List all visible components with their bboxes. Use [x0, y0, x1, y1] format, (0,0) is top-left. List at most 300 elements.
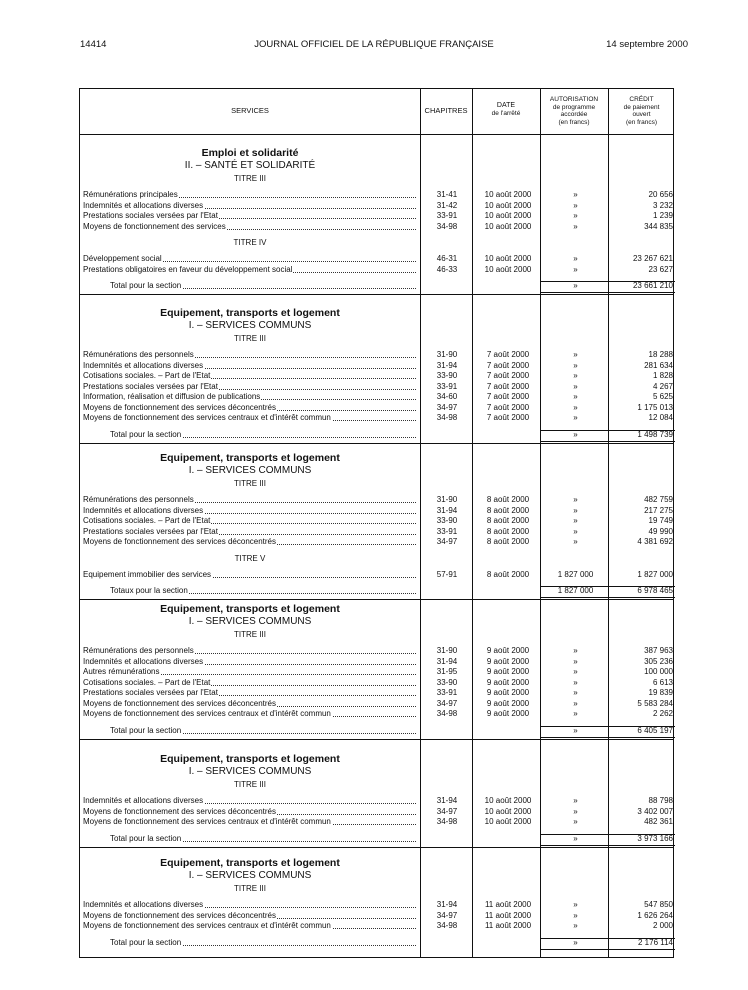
row-label-leader — [83, 646, 416, 656]
row-label-leader — [83, 350, 416, 360]
table-row — [80, 403, 675, 414]
row-label: Equipement immobilier des services — [83, 569, 212, 579]
table-row — [80, 382, 675, 393]
row-autorisation: » — [573, 402, 578, 412]
row-credit: 19 749 — [648, 516, 673, 525]
table-row — [80, 222, 675, 233]
row-autorisation: » — [573, 360, 578, 370]
total-box-divider — [608, 727, 609, 737]
row-label-leader — [83, 688, 416, 698]
row-label-leader — [83, 392, 416, 402]
row-label: Indemnités et allocations diverses — [83, 656, 204, 666]
total-box-divider — [608, 282, 609, 292]
total-credit: 23 661 210 — [632, 281, 673, 290]
total-box-divider — [608, 835, 609, 845]
row-autorisation: » — [573, 796, 578, 805]
row-date: 11 août 2000 — [484, 900, 532, 909]
row-autorisation: » — [573, 200, 578, 210]
row-label-leader — [83, 403, 416, 413]
row-credit: 281 634 — [644, 360, 673, 370]
row-date: 7 août 2000 — [486, 350, 530, 359]
row-date: 7 août 2000 — [486, 402, 530, 412]
row-autorisation: » — [573, 817, 578, 826]
col-header-aut-line2: de programme — [552, 103, 596, 111]
row-date: 7 août 2000 — [486, 413, 530, 422]
row-chapitre: 34-97 — [436, 698, 458, 708]
table-row — [80, 900, 675, 911]
row-label: Indemnités et allocations diverses — [83, 796, 204, 805]
row-label-leader — [83, 667, 416, 677]
total-autorisation: » — [573, 429, 578, 439]
page-number: 14414 — [80, 39, 107, 50]
row-autorisation: » — [573, 381, 578, 391]
table-row — [80, 413, 675, 424]
row-chapitre: 33-90 — [436, 677, 458, 687]
row-label: Moyens de fonctionnement des services déconcentrés — [83, 698, 276, 708]
row-label-leader — [83, 254, 416, 264]
row-label-leader — [83, 527, 416, 537]
row-label: Rémunérations des personnels — [83, 646, 194, 655]
row-date: 9 août 2000 — [486, 677, 530, 687]
row-date: 9 août 2000 — [486, 656, 530, 666]
block-divider — [80, 294, 673, 295]
row-autorisation: » — [573, 371, 578, 380]
table-row — [80, 699, 675, 710]
table-row — [80, 646, 675, 657]
total-credit: 6 405 197 — [637, 725, 673, 735]
col-header-aut-line1: AUTORISATION — [549, 96, 599, 103]
row-label: Prestations sociales versées par l'Etat — [83, 381, 218, 391]
total-label: Total pour la section — [110, 725, 182, 735]
table-row — [80, 254, 675, 265]
row-chapitre: 31-94 — [436, 360, 458, 370]
table-row — [80, 709, 675, 720]
col-header-chapitres: CHAPITRES — [424, 106, 468, 115]
row-autorisation: » — [573, 505, 578, 515]
row-label: Indemnités et allocations diverses — [83, 900, 204, 909]
row-label: Moyens de fonctionnement des services — [83, 221, 226, 231]
section-subtitle: I. – SERVICES COMMUNS — [188, 465, 312, 476]
row-label-leader — [83, 201, 416, 211]
total-row — [80, 938, 675, 949]
titre-heading: TITRE III — [234, 780, 266, 789]
total-credit: 2 176 114 — [638, 937, 673, 947]
row-date: 10 août 2000 — [484, 200, 532, 210]
table-row — [80, 796, 675, 807]
row-label: Rémunérations principales — [83, 190, 178, 199]
row-label-leader — [83, 911, 416, 921]
row-label-leader — [83, 371, 416, 381]
row-credit: 3 232 — [652, 200, 673, 210]
row-credit: 1 827 000 — [637, 569, 673, 579]
section-title: Equipement, transports et logement — [160, 452, 340, 464]
row-label: Moyens de fonctionnement des services centraux et d'intérêt commun — [83, 413, 331, 422]
row-chapitre: 33-91 — [436, 381, 458, 391]
row-chapitre: 34-97 — [436, 806, 458, 816]
section-subtitle: I. – SERVICES COMMUNS — [188, 616, 312, 627]
row-autorisation: » — [573, 656, 578, 666]
row-credit: 6 613 — [652, 677, 673, 687]
row-date: 11 août 2000 — [484, 910, 532, 920]
total-label-leader — [110, 834, 416, 844]
row-autorisation: » — [573, 667, 578, 676]
col-header-aut-line4: (en francs) — [558, 118, 590, 126]
total-label: Totaux pour la section — [110, 586, 188, 595]
row-label: Prestations sociales versées par l'Etat — [83, 688, 218, 697]
row-credit: 4 267 — [652, 381, 673, 391]
row-label: Moyens de fonctionnement des services déconcentrés — [83, 806, 276, 816]
row-credit: 19 839 — [648, 688, 673, 697]
row-date: 9 août 2000 — [486, 667, 530, 676]
row-label: Information, réalisation et diffusion de publications — [83, 392, 261, 401]
row-chapitre: 34-98 — [436, 817, 458, 826]
row-label: Rémunérations des personnels — [83, 350, 194, 359]
table-row — [80, 678, 675, 689]
row-chapitre: 31-95 — [436, 667, 458, 676]
row-autorisation: » — [573, 495, 578, 504]
block-divider — [80, 739, 673, 740]
row-label-leader — [83, 265, 416, 275]
row-label: Moyens de fonctionnement des services déconcentrés — [83, 402, 276, 412]
row-autorisation: » — [573, 254, 578, 263]
row-label: Prestations obligatoires en faveur du développement social — [83, 264, 293, 274]
row-credit: 2 262 — [652, 709, 673, 718]
row-date: 8 août 2000 — [486, 526, 530, 536]
col-header-services: SERVICES — [231, 106, 269, 115]
total-label: Total pour la section — [110, 429, 182, 439]
row-label-leader — [83, 699, 416, 709]
row-autorisation: 1 827 000 — [557, 569, 594, 579]
block-divider — [80, 443, 673, 444]
row-chapitre: 46-33 — [436, 264, 458, 274]
row-date: 10 août 2000 — [484, 190, 532, 199]
titre-heading: TITRE III — [234, 479, 266, 488]
section-title: Emploi et solidarité — [201, 147, 299, 159]
row-chapitre: 31-42 — [436, 200, 458, 210]
table-row — [80, 537, 675, 548]
total-label-leader — [110, 281, 416, 291]
col-header-date-line1: DATE — [496, 102, 516, 109]
row-autorisation: » — [573, 413, 578, 422]
table-row — [80, 265, 675, 276]
row-chapitre: 33-91 — [436, 211, 458, 220]
row-label-leader — [83, 570, 416, 580]
table-row — [80, 350, 675, 361]
block-divider — [80, 847, 673, 848]
table-row — [80, 190, 675, 201]
row-date: 10 août 2000 — [484, 806, 532, 816]
row-autorisation: » — [573, 806, 578, 816]
row-date: 8 août 2000 — [486, 516, 530, 525]
col-header-cred-line1: CRÉDIT — [629, 96, 654, 103]
table-row — [80, 495, 675, 506]
row-date: 9 août 2000 — [486, 646, 530, 655]
row-date: 10 août 2000 — [484, 221, 532, 231]
row-label: Indemnités et allocations diverses — [83, 505, 204, 515]
row-label: Prestations sociales versées par l'Etat — [83, 211, 218, 220]
row-date: 10 août 2000 — [484, 254, 532, 263]
row-chapitre: 31-90 — [436, 350, 458, 359]
row-chapitre: 31-90 — [436, 495, 458, 504]
col-header-aut-line3: accordée — [560, 111, 588, 118]
section-title: Equipement, transports et logement — [160, 857, 340, 869]
total-label-leader — [110, 726, 416, 736]
row-date: 7 août 2000 — [486, 381, 530, 391]
row-date: 8 août 2000 — [486, 537, 530, 546]
row-label: Indemnités et allocations diverses — [83, 360, 204, 370]
row-chapitre: 34-97 — [436, 910, 458, 920]
titre-heading: TITRE III — [234, 630, 266, 639]
col-header-cred-line3: ouvert — [632, 111, 651, 118]
total-label: Total pour la section — [110, 833, 182, 843]
row-credit: 100 000 — [644, 667, 673, 676]
total-row — [80, 586, 675, 597]
total-box-divider — [608, 587, 609, 597]
row-autorisation: » — [573, 709, 578, 718]
row-chapitre: 34-60 — [436, 392, 458, 401]
row-autorisation: » — [573, 698, 578, 708]
titre-heading: TITRE IV — [233, 238, 267, 247]
row-credit: 547 850 — [644, 900, 673, 909]
col-header-credit — [608, 96, 675, 126]
row-label-leader — [83, 190, 416, 200]
publication-date: 14 septembre 2000 — [606, 39, 688, 50]
table-row — [80, 807, 675, 818]
table-row — [80, 211, 675, 222]
row-chapitre: 34-97 — [436, 537, 458, 546]
row-autorisation: » — [573, 264, 578, 274]
row-date: 9 août 2000 — [486, 698, 530, 708]
total-label-leader — [110, 938, 416, 948]
row-chapitre: 31-94 — [436, 505, 458, 515]
row-date: 8 août 2000 — [486, 495, 530, 504]
row-credit: 88 798 — [648, 796, 673, 805]
row-credit: 3 402 007 — [637, 806, 673, 816]
table-row — [80, 911, 675, 922]
row-label-leader — [83, 516, 416, 526]
table-row — [80, 361, 675, 372]
row-autorisation: » — [573, 211, 578, 220]
row-autorisation: » — [573, 392, 578, 401]
row-label: Rémunérations des personnels — [83, 495, 194, 504]
col-header-cred-line4: (en francs) — [625, 118, 658, 126]
total-row — [80, 726, 675, 737]
row-date: 7 août 2000 — [486, 371, 530, 380]
table-row — [80, 817, 675, 828]
row-credit: 23 267 621 — [632, 254, 673, 263]
row-label-leader — [83, 413, 416, 423]
section-title: Equipement, transports et logement — [160, 307, 340, 319]
row-label: Moyens de fonctionnement des services centraux et d'intérêt commun — [83, 921, 331, 930]
row-date: 9 août 2000 — [486, 688, 530, 697]
row-credit: 20 656 — [648, 190, 673, 199]
total-box-divider — [608, 939, 609, 949]
row-label-leader — [83, 807, 416, 817]
row-label: Prestations sociales versées par l'Etat — [83, 526, 218, 536]
row-credit: 1 626 264 — [637, 910, 673, 920]
row-label-leader — [83, 900, 416, 910]
row-autorisation: » — [573, 537, 578, 546]
total-row — [80, 430, 675, 441]
table-row — [80, 688, 675, 699]
total-autorisation: 1 827 000 — [557, 586, 594, 595]
table-row — [80, 527, 675, 538]
row-credit: 482 759 — [644, 495, 673, 504]
row-chapitre: 33-91 — [436, 688, 458, 697]
row-chapitre: 57-91 — [436, 569, 458, 579]
row-credit: 18 288 — [648, 350, 673, 359]
row-credit: 49 990 — [648, 526, 673, 536]
row-credit: 217 275 — [644, 505, 673, 515]
table-row — [80, 201, 675, 212]
total-autorisation: » — [573, 725, 578, 735]
row-credit: 1 239 — [652, 211, 673, 220]
row-credit: 5 625 — [652, 392, 673, 401]
row-label-leader — [83, 361, 416, 371]
row-label-leader — [83, 211, 416, 221]
row-credit: 387 963 — [644, 646, 673, 655]
row-label: Cotisations sociales. – Part de l'Etat — [83, 371, 211, 380]
row-credit: 2 000 — [652, 921, 673, 930]
section-title: Equipement, transports et logement — [160, 753, 340, 765]
row-date: 10 août 2000 — [484, 211, 532, 220]
row-chapitre: 31-90 — [436, 646, 458, 655]
row-autorisation: » — [573, 900, 578, 909]
row-chapitre: 31-94 — [436, 796, 458, 805]
header-divider — [80, 134, 673, 135]
titre-heading: TITRE V — [234, 553, 266, 563]
table-row — [80, 657, 675, 668]
col-header-date-line2: de l'arrêté — [491, 110, 521, 117]
credits-table — [79, 88, 674, 958]
total-row — [80, 834, 675, 845]
total-credit: 3 973 166 — [637, 833, 673, 843]
row-label-leader — [83, 709, 416, 719]
total-autorisation: » — [573, 833, 578, 843]
titre-heading: TITRE III — [234, 884, 266, 893]
total-credit: 6 978 465 — [637, 586, 673, 595]
titre-heading: TITRE III — [234, 174, 266, 183]
row-autorisation: » — [573, 516, 578, 525]
row-autorisation: » — [573, 646, 578, 655]
row-label: Moyens de fonctionnement des services déconcentrés — [83, 537, 276, 546]
row-autorisation: » — [573, 190, 578, 199]
row-autorisation: » — [573, 910, 578, 920]
row-label-leader — [83, 657, 416, 667]
total-box-divider — [608, 431, 609, 441]
row-credit: 12 084 — [648, 413, 673, 422]
journal-title: JOURNAL OFFICIEL DE LA RÉPUBLIQUE FRANÇAISE — [254, 39, 494, 50]
section-subtitle: I. – SERVICES COMMUNS — [188, 766, 312, 777]
row-label: Développement social — [83, 254, 162, 263]
row-chapitre: 34-98 — [436, 221, 458, 231]
row-label-leader — [83, 796, 416, 806]
row-autorisation: » — [573, 688, 578, 697]
row-chapitre: 34-98 — [436, 413, 458, 422]
row-chapitre: 31-94 — [436, 900, 458, 909]
row-autorisation: » — [573, 921, 578, 930]
row-label: Indemnités et allocations diverses — [83, 200, 204, 210]
total-label: Total pour la section — [110, 281, 182, 290]
table-row — [80, 667, 675, 678]
row-label-leader — [83, 222, 416, 232]
row-date: 8 août 2000 — [486, 505, 530, 515]
row-chapitre: 33-90 — [436, 371, 458, 380]
row-date: 10 août 2000 — [484, 796, 532, 805]
row-date: 7 août 2000 — [486, 392, 530, 401]
total-row — [80, 281, 675, 292]
row-chapitre: 46-31 — [436, 254, 458, 263]
col-header-cred-line2: de paiement — [623, 103, 660, 111]
row-credit: 1 175 013 — [637, 402, 673, 412]
row-label: Cotisations sociales. – Part de l'Etat — [83, 516, 211, 525]
table-row — [80, 516, 675, 527]
total-autorisation: » — [573, 937, 578, 947]
row-date: 11 août 2000 — [484, 921, 532, 930]
row-chapitre: 33-90 — [436, 516, 458, 525]
table-row — [80, 392, 675, 403]
col-header-autorisation — [540, 96, 608, 126]
section-subtitle: II. – SANTÉ ET SOLIDARITÉ — [184, 160, 316, 171]
row-label: Moyens de fonctionnement des services déconcentrés — [83, 910, 276, 920]
row-label: Autres rémunérations — [83, 667, 160, 676]
total-label: Total pour la section — [110, 937, 182, 947]
total-label-leader — [110, 430, 416, 440]
total-label-leader — [110, 586, 416, 596]
row-label-leader — [83, 495, 416, 505]
row-autorisation: » — [573, 221, 578, 231]
row-credit: 23 627 — [648, 264, 673, 274]
row-date: 7 août 2000 — [486, 360, 530, 370]
section-title: Equipement, transports et logement — [160, 603, 340, 615]
section-subtitle: I. – SERVICES COMMUNS — [188, 320, 312, 331]
row-autorisation: » — [573, 526, 578, 536]
row-credit: 4 381 692 — [637, 537, 673, 546]
row-date: 10 août 2000 — [484, 264, 532, 274]
row-chapitre: 31-94 — [436, 656, 458, 666]
row-credit: 1 828 — [652, 371, 673, 380]
row-credit: 344 835 — [644, 221, 673, 231]
row-date: 9 août 2000 — [486, 709, 530, 718]
row-date: 10 août 2000 — [484, 817, 532, 826]
row-label: Moyens de fonctionnement des services centraux et d'intérêt commun — [83, 709, 331, 718]
row-chapitre: 31-41 — [436, 190, 458, 199]
row-autorisation: » — [573, 677, 578, 687]
total-autorisation: » — [573, 281, 578, 290]
titre-heading: TITRE III — [234, 334, 266, 343]
row-credit: 305 236 — [644, 656, 673, 666]
col-header-date — [472, 102, 540, 118]
row-label-leader — [83, 506, 416, 516]
row-label-leader — [83, 382, 416, 392]
row-date: 8 août 2000 — [486, 569, 530, 579]
row-credit: 482 361 — [644, 817, 673, 826]
section-subtitle: I. – SERVICES COMMUNS — [188, 870, 312, 881]
row-chapitre: 34-98 — [436, 709, 458, 718]
total-credit: 1 498 739 — [637, 429, 673, 439]
block-divider — [80, 599, 673, 600]
row-autorisation: » — [573, 350, 578, 359]
row-label-leader — [83, 537, 416, 547]
row-chapitre: 34-97 — [436, 402, 458, 412]
row-chapitre: 34-98 — [436, 921, 458, 930]
table-row — [80, 506, 675, 517]
row-credit: 5 583 284 — [637, 698, 673, 708]
row-label-leader — [83, 678, 416, 688]
row-label-leader — [83, 817, 416, 827]
row-chapitre: 33-91 — [436, 526, 458, 536]
row-label: Moyens de fonctionnement des services centraux et d'intérêt commun — [83, 817, 331, 826]
